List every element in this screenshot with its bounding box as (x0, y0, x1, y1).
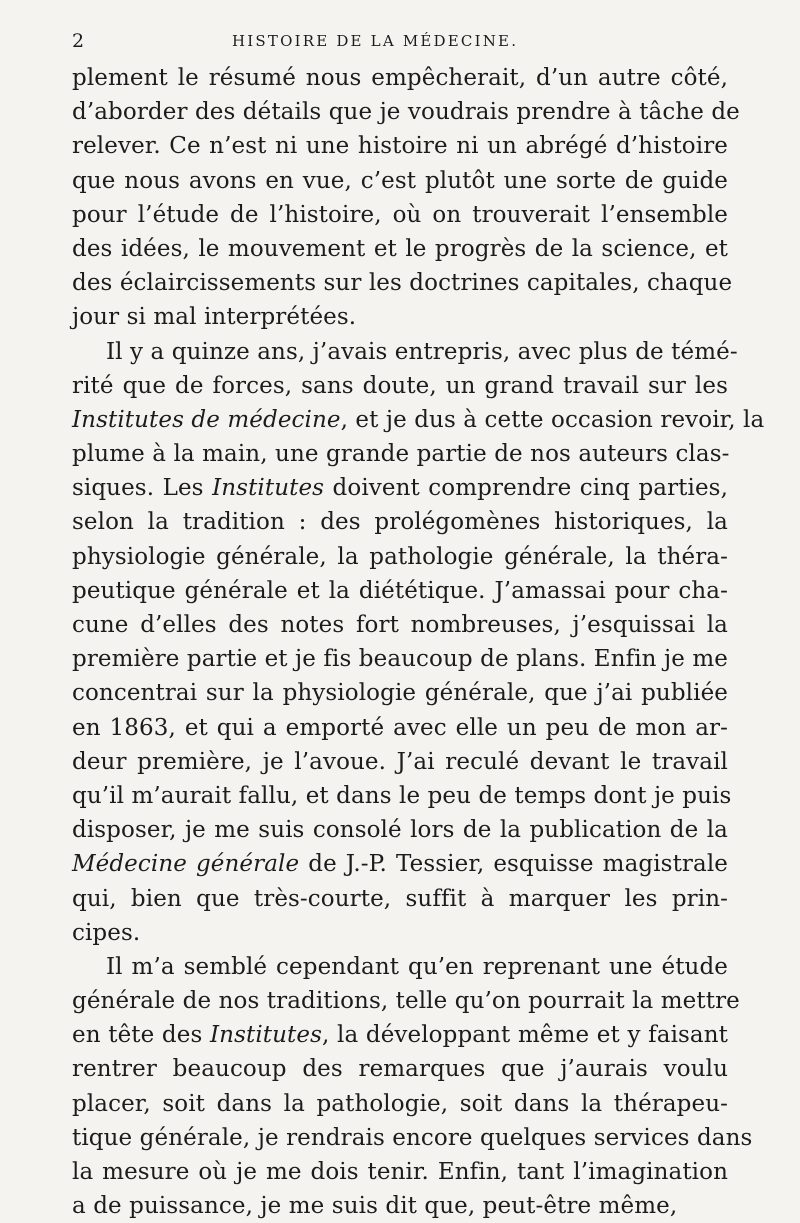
text-line (72, 95, 740, 129)
text-line (72, 1087, 728, 1121)
text-run: qu’il m’aurait fallu, et dans le peu de temps dont je puis (72, 782, 732, 809)
text-line (72, 1052, 728, 1086)
text-line (72, 916, 728, 950)
text-run: , et je dus à cette occasion revoir, la (340, 406, 765, 433)
paragraph (72, 335, 765, 950)
text-line (72, 745, 728, 779)
text-run: peutique générale et la diététique. J’amassai pour cha- (72, 577, 728, 604)
text-run: siques. Les (72, 475, 213, 502)
text-run: selon la tradition : des prolégomènes historiques, la (72, 509, 728, 536)
text-run: physiologie générale, la pathologie générale, la théra- (72, 543, 728, 570)
text-line (72, 711, 728, 745)
text-line (72, 950, 728, 984)
text-run: disposer, je me suis consolé lors de la publication de la (72, 817, 728, 844)
text-line (72, 882, 728, 916)
body-text (72, 61, 765, 1223)
text-run: qui, bien que très-courte, suffit à marquer les prin- (72, 885, 728, 912)
text-line (72, 164, 728, 198)
text-line (72, 779, 732, 813)
text-line (72, 574, 728, 608)
text-line (72, 232, 728, 266)
text-run: placer, soit dans la pathologie, soit dans la thérapeu- (72, 1090, 728, 1117)
text-run: a de puissance, je me suis dit que, peut-être même, (72, 1193, 678, 1220)
text-line (72, 813, 728, 847)
text-run: Il y a quinze ans, j’avais entrepris, avec plus de témé- (106, 338, 738, 365)
text-line (72, 266, 733, 300)
text-line (72, 540, 728, 574)
text-run: relever. Ce n’est ni une histoire ni un abrégé d’histoire (72, 133, 728, 160)
text-line (72, 642, 728, 676)
italic-title: Institutes de médecine (72, 406, 341, 433)
paragraph (72, 61, 740, 335)
text-line (72, 335, 738, 369)
text-run: Il m’a semblé cependant qu’en reprenant une étude (106, 953, 728, 980)
text-run: de J.-P. Tessier, esquisse magistrale (299, 851, 728, 878)
text-line (72, 129, 728, 163)
text-line (72, 403, 765, 437)
text-run: en tête des (72, 1022, 210, 1049)
text-run: concentrai sur la physiologie générale, que j’ai publiée (72, 680, 728, 707)
text-line (72, 676, 728, 710)
text-run: pour l’étude de l’histoire, où on trouverait l’ensemble (72, 201, 728, 228)
italic-title: Médecine générale (72, 851, 300, 878)
text-run: la mesure où je me dois tenir. Enfin, tant l’imagination (72, 1159, 728, 1185)
running-title: HISTOIRE DE LA MÉDECINE. (232, 32, 519, 50)
text-run: en 1863, et qui a emporté avec elle un peu de mon ar- (72, 714, 728, 741)
text-run: des éclaircissements sur les doctrines capitales, chaque (72, 270, 733, 297)
text-line (72, 198, 728, 232)
text-run: , la développant même et y faisant (322, 1022, 728, 1049)
text-run: deur première, je l’avoue. J’ai reculé devant le travail (72, 748, 728, 775)
text-line (72, 505, 728, 539)
text-line (72, 300, 728, 334)
text-run: première partie et je fis beaucoup de plans. Enfin je me (72, 646, 728, 673)
text-line (72, 61, 728, 95)
text-line (72, 847, 728, 881)
page-number: 2 (72, 30, 85, 52)
text-line (72, 437, 728, 471)
text-run: doivent comprendre cinq parties, (324, 475, 728, 502)
text-line (72, 984, 740, 1018)
text-line (72, 1018, 728, 1052)
text-run: cipes. (72, 919, 141, 946)
text-line (72, 1155, 728, 1189)
text-line (72, 608, 728, 642)
text-run: d’aborder des détails que je voudrais prendre à tâche de (72, 99, 740, 126)
text-run: cune d’elles des notes fort nombreuses, j’esquissai la (72, 612, 728, 638)
text-line (72, 369, 728, 403)
italic-title: Institutes (212, 475, 325, 502)
text-run: des idées, le mouvement et le progrès de la science, et (72, 235, 728, 262)
text-run: jour si mal interprétées. (72, 304, 357, 331)
text-line (72, 471, 728, 505)
text-run: que nous avons en vue, c’est plutôt une sorte de guide (72, 167, 728, 194)
text-run: générale de nos traditions, telle qu’on pourrait la mettre (72, 988, 740, 1015)
text-run: rité que de forces, sans doute, un grand travail sur les (72, 372, 728, 399)
text-run: rentrer beaucoup des remarques que j’aurais voulu (72, 1056, 728, 1083)
running-head (72, 30, 728, 56)
text-line (72, 1121, 753, 1155)
text-run: tique générale, je rendrais encore quelques services dans (72, 1124, 753, 1151)
italic-title: Institutes (209, 1022, 322, 1049)
paragraph (72, 950, 753, 1223)
text-run: plume à la main, une grande partie de nos auteurs clas- (72, 441, 730, 468)
text-run: plement le résumé nous empêcherait, d’un autre côté, (72, 65, 728, 91)
text-line (72, 1189, 728, 1223)
